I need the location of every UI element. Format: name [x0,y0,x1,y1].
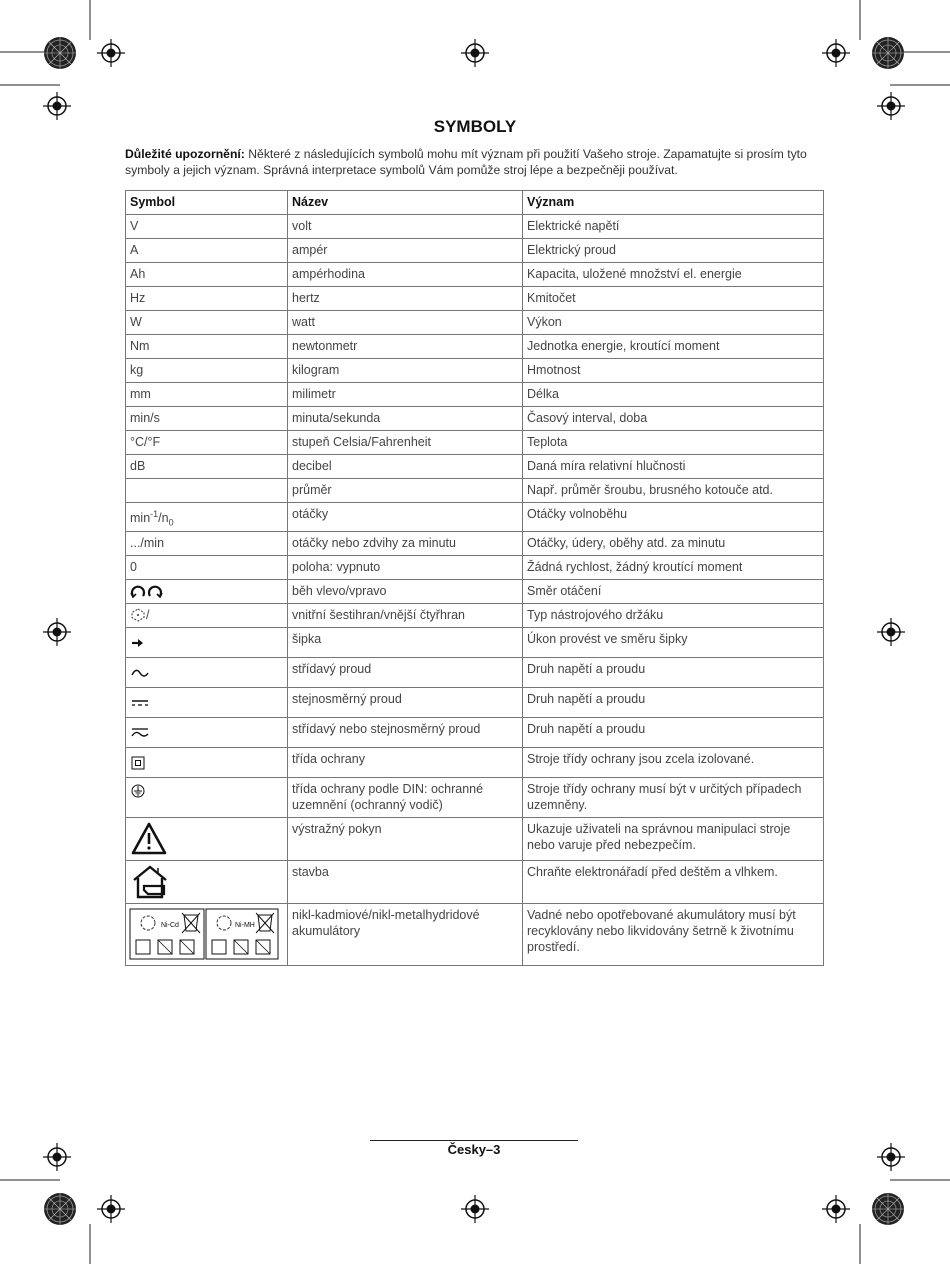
symbols-table [125,190,824,966]
table-row [126,407,824,431]
table-row [126,479,824,503]
table-row [126,311,824,335]
meaning-cell: Elektrické napětí [523,215,824,239]
name-cell: milimetr [288,383,523,407]
name-cell: ampérhodina [288,263,523,287]
header-name: Název [288,191,523,215]
table-row [126,603,824,627]
protection-class-ii-icon [130,755,146,771]
meaning-cell: Elektrický proud [523,239,824,263]
name-cell: otáčky [288,503,523,532]
meaning-cell: Teplota [523,431,824,455]
symbol-cell [126,479,288,503]
table-row [126,717,824,747]
symbol-cell: A [126,239,288,263]
name-cell: stavba [288,860,523,903]
table-row [126,777,824,817]
meaning-cell: Délka [523,383,824,407]
meaning-cell: Vadné nebo opotřebované akumulátory musí být recyklovány nebo likvidovány šetrně k životnímu prostředí. [523,903,824,965]
name-cell: poloha: vypnuto [288,555,523,579]
ni-cd-badge: Ni-Cd [161,921,179,929]
meaning-cell: Daná míra relativní hlučnosti [523,455,824,479]
symbol-cell [126,627,288,657]
meaning-cell: Otáčky, údery, oběhy atd. za minutu [523,531,824,555]
meaning-cell: Chraňte elektronářadí před deštěm a vlhkem. [523,860,824,903]
intro-label: Důležité upozornění: [125,147,245,161]
symbol-cell: .../min [126,531,288,555]
symbol-cell: W [126,311,288,335]
arrow-right-icon [130,635,146,651]
protective-earth-icon [130,783,146,799]
name-cell: třída ochrany [288,747,523,777]
meaning-cell: Časový interval, doba [523,407,824,431]
name-cell: běh vlevo/vpravo [288,579,523,603]
table-row [126,431,824,455]
name-cell: nikl-kadmiové/nikl-metalhydridové akumulátory [288,903,523,965]
name-cell: stejnosměrný proud [288,687,523,717]
name-cell: minuta/sekunda [288,407,523,431]
hex-square-socket-icon [130,608,146,622]
table-row [126,747,824,777]
symbol-cell [126,860,288,903]
meaning-cell: Stroje třídy ochrany jsou zcela izolované. [523,747,824,777]
name-cell: otáčky nebo zdvihy za minutu [288,531,523,555]
footer-rule [370,1140,578,1141]
table-row [126,687,824,717]
ac-dc-current-icon [130,725,150,741]
meaning-cell: Druh napětí a proudu [523,657,824,687]
symbol-cell: dB [126,455,288,479]
table-row [126,903,824,965]
meaning-cell: Žádná rychlost, žádný kroutící moment [523,555,824,579]
table-row [126,215,824,239]
meaning-cell: Kmitočet [523,287,824,311]
name-cell: kilogram [288,359,523,383]
table-row [126,263,824,287]
name-cell: výstražný pokyn [288,817,523,860]
page-title: SYMBOLY [433,117,517,136]
symbol-cell: mm [126,383,288,407]
table-row [126,627,824,657]
meaning-cell: Např. průměr šroubu, brusného kotouče atd. [523,479,824,503]
table-row [126,579,824,603]
name-cell: volt [288,215,523,239]
symbol-cell [126,579,288,603]
header-symbol: Symbol [126,191,288,215]
table-row [126,335,824,359]
meaning-cell: Druh napětí a proudu [523,687,824,717]
intro-paragraph [125,146,830,178]
alternating-current-icon [130,665,150,681]
symbol-cell [126,817,288,860]
table-row [126,455,824,479]
house-rain-icon [130,864,170,900]
symbol-cell [126,687,288,717]
name-cell: vnitřní šestihran/vnější čtyřhran [288,603,523,627]
name-cell: ampér [288,239,523,263]
meaning-cell: Kapacita, uložené množství el. energie [523,263,824,287]
table-row [126,657,824,687]
symbol-cell: 0 [126,555,288,579]
name-cell: decibel [288,455,523,479]
table-row [126,555,824,579]
page-number: Česky–3 [447,1142,501,1157]
symbol-cell: / [126,603,288,627]
meaning-cell: Druh napětí a proudu [523,717,824,747]
symbol-cell: kg [126,359,288,383]
name-cell: stupeň Celsia/Fahrenheit [288,431,523,455]
symbol-cell: min/s [126,407,288,431]
symbol-cell [126,903,288,965]
name-cell: watt [288,311,523,335]
table-row [126,531,824,555]
name-cell: hertz [288,287,523,311]
ni-mh-badge: Ni-MH [235,921,255,929]
meaning-cell: Výkon [523,311,824,335]
meaning-cell: Stroje třídy ochrany musí být v určitých případech uzemněny. [523,777,824,817]
symbol-cell: Nm [126,335,288,359]
meaning-cell: Typ nástrojového držáku [523,603,824,627]
symbol-cell: V [126,215,288,239]
name-cell: střídavý nebo stejnosměrný proud [288,717,523,747]
name-cell: šipka [288,627,523,657]
battery-recycling-icon [128,907,280,961]
name-cell: třída ochrany podle DIN: ochranné uzemnění (ochranný vodič) [288,777,523,817]
name-cell: střídavý proud [288,657,523,687]
meaning-cell: Otáčky volnoběhu [523,503,824,532]
table-row [126,359,824,383]
name-cell: newtonmetr [288,335,523,359]
intro-text: Některé z následujících symbolů mohu mít význam při použití Vašeho stroje. Zapamatujte si prosím tyto symboly a jejich význam. Správná interpretace symbolů Vám pomůže stroj lépe a bezpečněji používat. [125,147,807,177]
table-row [126,383,824,407]
meaning-cell: Hmotnost [523,359,824,383]
table-row [126,287,824,311]
meaning-cell: Jednotka energie, kroutící moment [523,335,824,359]
warning-triangle-icon [130,821,168,857]
table-header-row [126,191,824,215]
meaning-cell: Úkon provést ve směru šipky [523,627,824,657]
table-row [126,817,824,860]
name-cell: průměr [288,479,523,503]
table-row [126,860,824,903]
symbol-cell [126,657,288,687]
rotation-arrows-icon [130,584,164,598]
symbol-cell [126,747,288,777]
symbol-cell [126,777,288,817]
symbol-cell: Hz [126,287,288,311]
meaning-cell: Směr otáčení [523,579,824,603]
table-row [126,239,824,263]
meaning-cell: Ukazuje uživateli na správnou manipulaci stroje nebo varuje před nebezpečím. [523,817,824,860]
direct-current-icon [130,695,150,711]
symbol-cell [126,717,288,747]
symbol-cell: °C/°F [126,431,288,455]
table-row [126,503,824,532]
header-meaning: Význam [523,191,824,215]
symbol-cell: Ah [126,263,288,287]
symbol-cell: $\min^{-1}/n_0$ [126,503,288,532]
